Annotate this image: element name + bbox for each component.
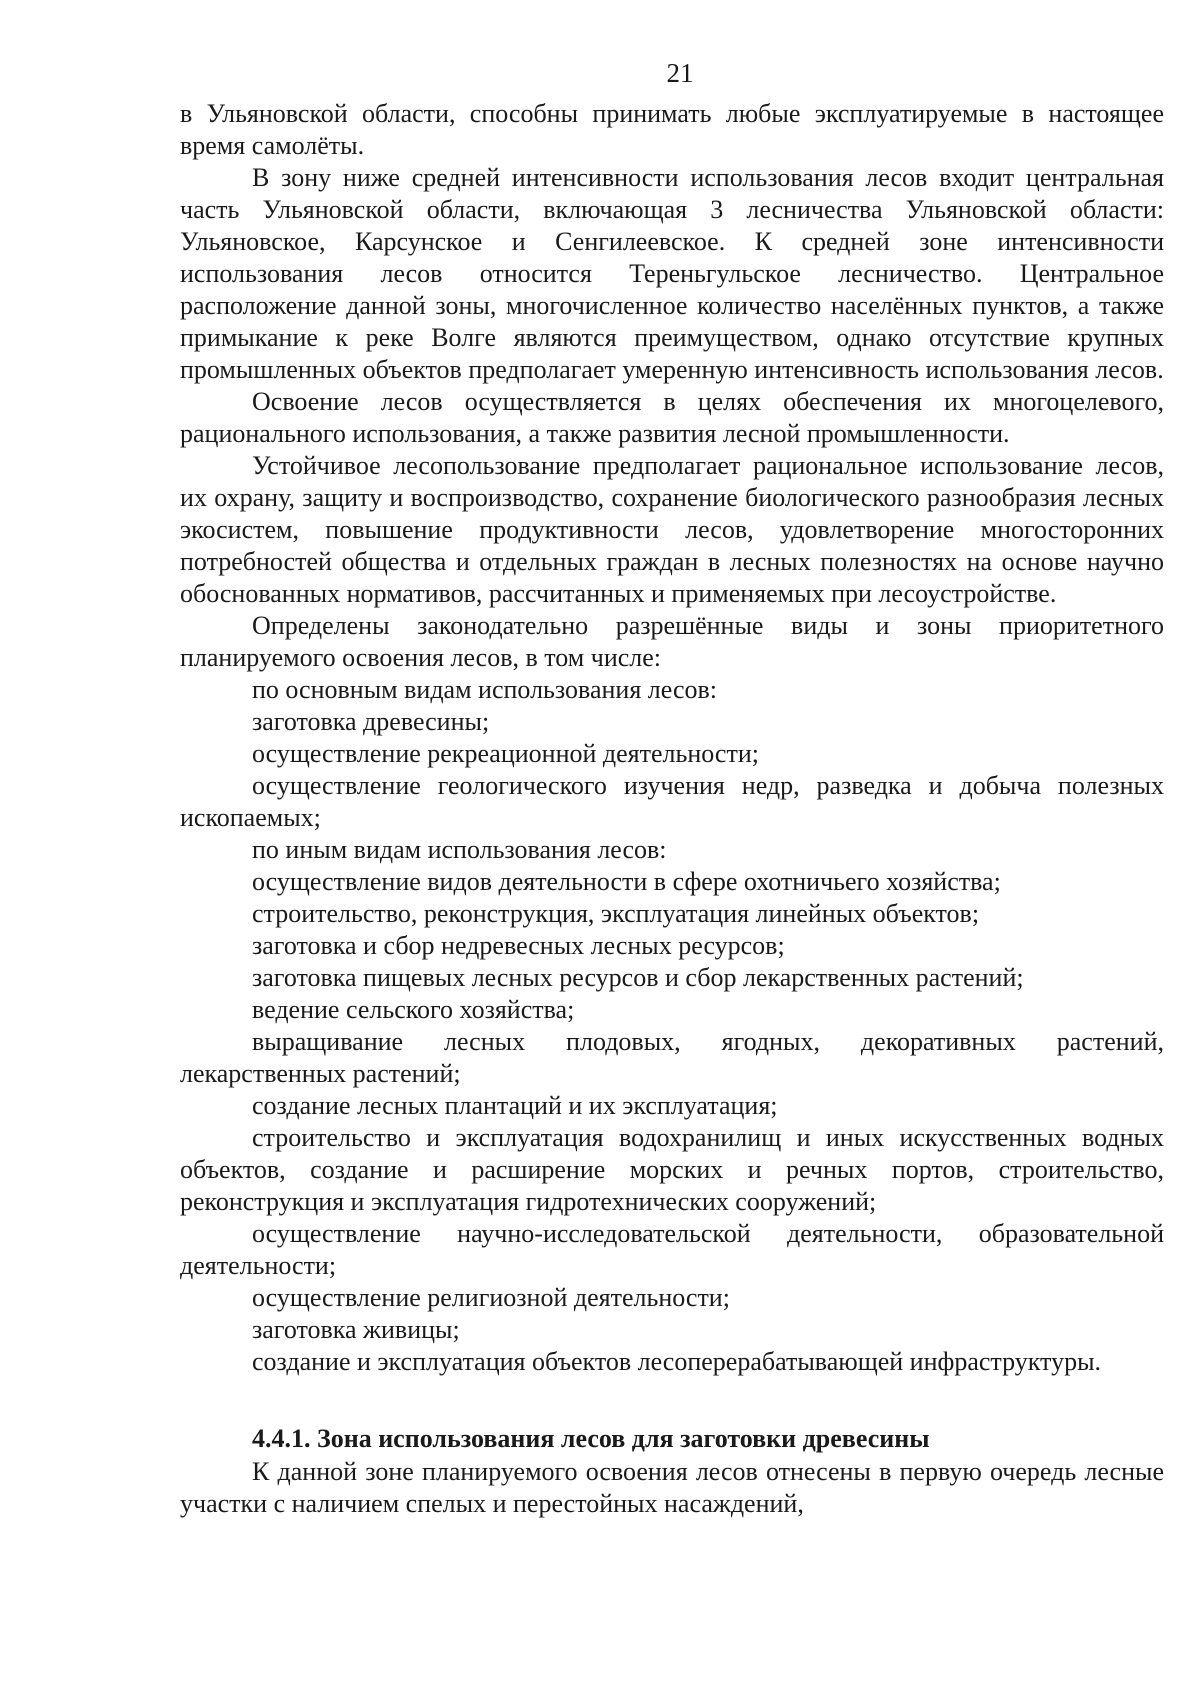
page-number: 21 bbox=[666, 58, 694, 88]
list-item: по основным видам использования лесов: bbox=[252, 675, 717, 704]
list-item: заготовка живицы; bbox=[252, 1315, 460, 1344]
list-item: ведение сельского хозяйства; bbox=[252, 995, 575, 1024]
list-item: осуществление религиозной деятельности; bbox=[252, 1283, 730, 1312]
paragraph-permitted-uses: Определены законодательно разрешённые виды и зоны приоритетного планируемого освоения лесов, в том числе: bbox=[180, 611, 1164, 672]
list-item: создание лесных плантаций и их эксплуатация; bbox=[252, 1091, 778, 1120]
list-item: строительство и эксплуатация водохранилищ и иных искусственных водных объектов, создание и расширение морских и речных портов, строительство, реконструкция и эксплуатация гидротехнических сооружений; bbox=[180, 1123, 1164, 1216]
section-paragraph: К данной зоне планируемого освоения лесов отнесены в первую очередь лесные участки с наличием спелых и перестойных насаждений, bbox=[180, 1457, 1164, 1518]
list-item: строительство, реконструкция, эксплуатация линейных объектов; bbox=[252, 899, 980, 928]
paragraph-forest-development: Освоение лесов осуществляется в целях обеспечения их многоцелевого, рационального использования, а также развития лесной промышленности. bbox=[180, 387, 1164, 448]
list-item: создание и эксплуатация объектов лесоперерабатывающей инфраструктуры. bbox=[252, 1347, 1102, 1376]
paragraph-intensity-zones: В зону ниже средней интенсивности использования лесов входит центральная часть Ульяновской области, включающая 3 лесничества Ульяновской области: Ульяновское, Карсунское и Сенгилеевское. К средней зоне интенсивности использования лесов относится Тереньгульское лесничество. Центральное расположение данной зоны, многочисленное количество населённых пунктов, а также примыкание к реке Волге являются преимуществом, однако отсутствие крупных промышленных объектов предполагает умеренную интенсивность использования лесов. bbox=[180, 163, 1164, 384]
list-item: осуществление геологического изучения недр, разведка и добыча полезных ископаемых; bbox=[180, 771, 1164, 832]
list-item: заготовка древесины; bbox=[252, 707, 490, 736]
paragraph-continuation: в Ульяновской области, способны принимать любые эксплуатируемые в настоящее время самолёты. bbox=[180, 99, 1164, 160]
list-item: заготовка пищевых лесных ресурсов и сбор лекарственных растений; bbox=[252, 963, 1024, 992]
list-item: заготовка и сбор недревесных лесных ресурсов; bbox=[252, 931, 785, 960]
list-item: по иным видам использования лесов: bbox=[252, 835, 667, 864]
page-content bbox=[180, 98, 1164, 1520]
list-item: осуществление видов деятельности в сфере охотничьего хозяйства; bbox=[252, 867, 1001, 896]
list-item: выращивание лесных плодовых, ягодных, декоративных растений, лекарственных растений; bbox=[180, 1027, 1164, 1088]
section-heading: 4.4.1. Зона использования лесов для заготовки древесины bbox=[252, 1424, 930, 1453]
list-item: осуществление рекреационной деятельности; bbox=[252, 739, 759, 768]
paragraph-sustainable-use: Устойчивое лесопользование предполагает рациональное использование лесов, их охрану, защиту и воспроизводство, сохранение биологического разнообразия лесных экосистем, повышение продуктивности лесов, удовлетворение многосторонних потребностей общества и отдельных граждан в лесных полезностях на основе научно обоснованных нормативов, рассчитанных и применяемых при лесоустройстве. bbox=[180, 451, 1164, 608]
list-item: осуществление научно-исследовательской деятельности, образовательной деятельности; bbox=[180, 1219, 1164, 1280]
